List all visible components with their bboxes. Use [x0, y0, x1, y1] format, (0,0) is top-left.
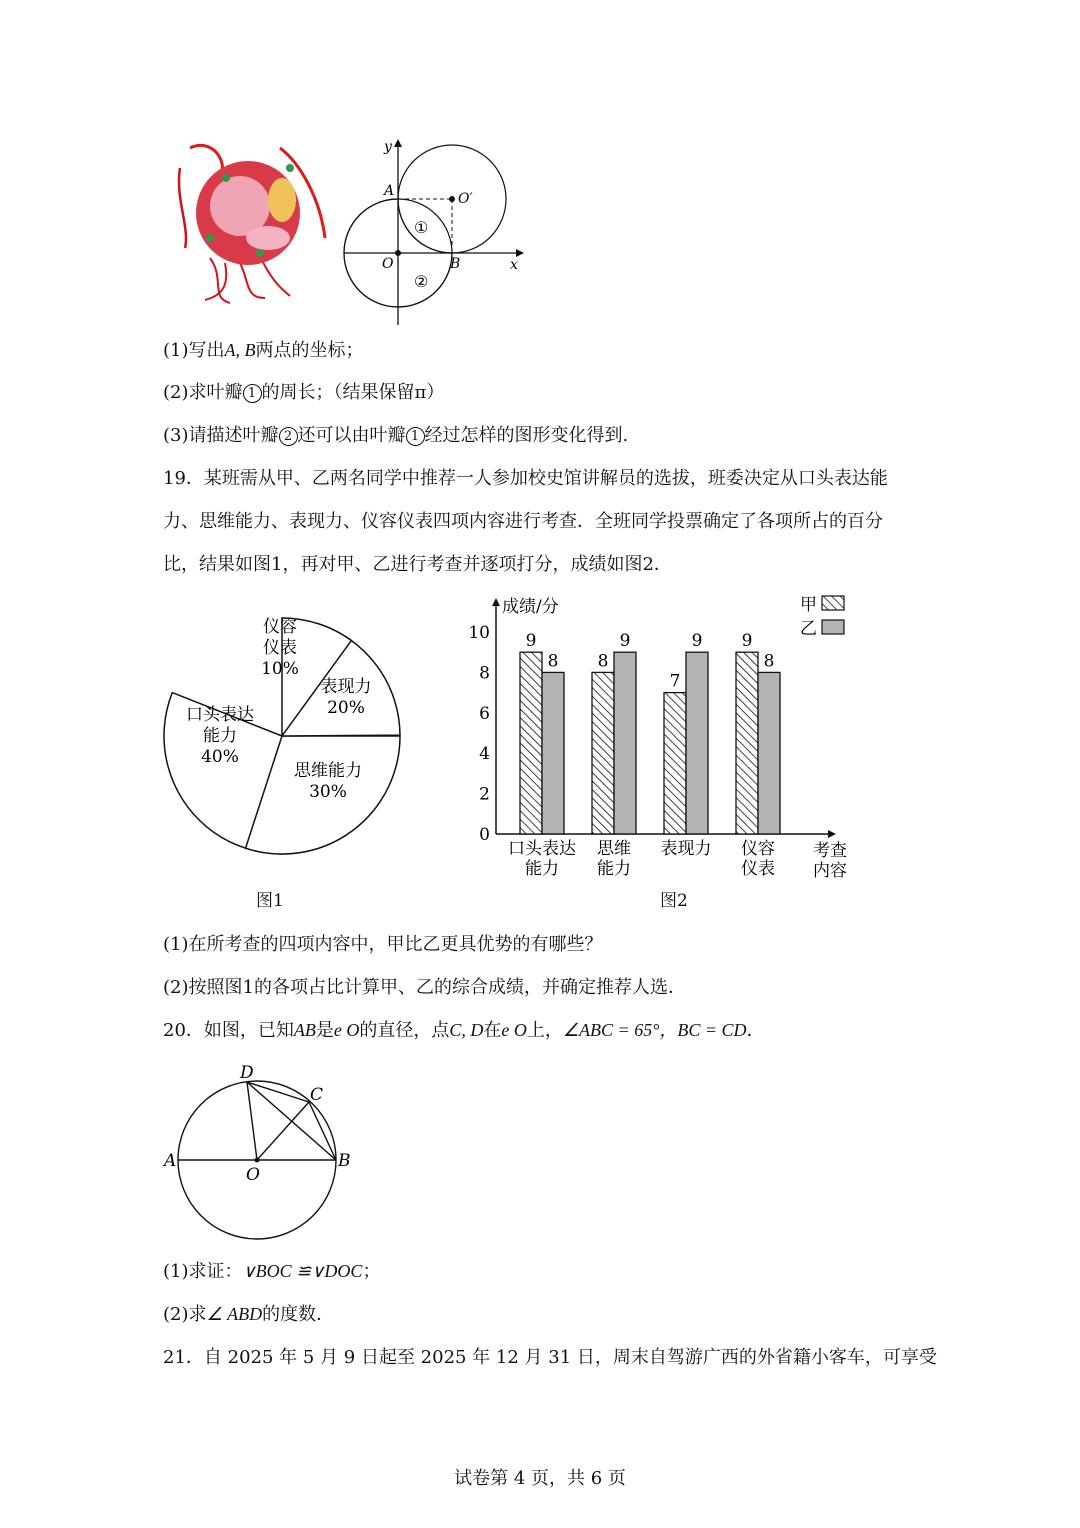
point-b-label: B	[450, 256, 461, 272]
q19-stem-line3: 比，结果如图1，再对甲、乙进行考查并逐项打分，成绩如图2．	[163, 554, 672, 575]
pie-slice-percent: 30%	[309, 782, 347, 802]
x-category-label: 表现力	[660, 839, 712, 859]
bar-value-label: 9	[741, 631, 753, 652]
pie-slice-label: 思维能力	[294, 761, 362, 781]
point-a-label: A	[164, 1151, 177, 1171]
pie-slice-label: 表现力	[320, 677, 372, 697]
x-category-label: 思维	[597, 839, 631, 859]
q21-stem-line1: 21．自 2025 年 5 月 9 日起至 2025 年 12 月 31 日，周末自驾游广西的外省籍小客车，可享受	[163, 1347, 937, 1368]
legend-label: 乙	[800, 619, 817, 639]
x-category-label: 能力	[597, 859, 631, 879]
coordinate-leaf-figure	[338, 135, 528, 327]
bar-value-label: 8	[763, 651, 775, 672]
leaf-2-label: ②	[414, 272, 429, 291]
x-axis-label: x	[510, 257, 518, 273]
y-tick-label: 8	[479, 663, 490, 684]
pie-slice-label: 能力	[203, 726, 237, 746]
leaf-1-label: ①	[414, 218, 429, 237]
y-tick-label: 0	[479, 825, 490, 845]
bar-value-label: 8	[547, 651, 559, 672]
q18-sub1: (1)写出A, B两点的坐标；	[163, 340, 364, 361]
q20-sub1: (1)求证：∨BOC ≌∨DOC；	[163, 1261, 381, 1282]
q19-stem-line1: 19．某班需从甲、乙两名同学中推荐一人参加校史馆讲解员的选拔，班委决定从口头表达能	[163, 468, 888, 489]
y-axis-label: y	[384, 139, 392, 155]
y-tick-label: 10	[468, 623, 490, 643]
point-a-label: A	[384, 183, 395, 199]
bar-value-label: 9	[691, 631, 703, 652]
pie-chart	[158, 616, 408, 862]
page-footer: 试卷第 4 页，共 6 页	[454, 1468, 626, 1489]
bar-value-label: 9	[525, 631, 537, 652]
x-axis-arrow	[828, 830, 836, 838]
y-tick-label: 2	[479, 784, 490, 805]
point-d-label: D	[240, 1063, 254, 1083]
x-axis-title: 考查	[813, 841, 847, 861]
q20-stem: 20．如图，已知AB是e O的直径，点C, D在e O上，∠ABC = 65°，BC = CD．	[163, 1020, 765, 1041]
y-tick-label: 4	[479, 744, 490, 765]
bar-value-label: 7	[669, 671, 681, 692]
fig1-caption: 图1	[256, 891, 284, 911]
y-tick-label: 6	[479, 703, 490, 724]
x-category-label: 仪容	[741, 839, 775, 859]
bar	[758, 672, 780, 834]
y-axis-title: 成绩/分	[502, 597, 559, 617]
legend-swatch	[822, 596, 844, 610]
y-axis-arrow	[492, 598, 500, 606]
q18-sub3: (3)请描述叶瓣 2 还可以由叶瓣 1 经过怎样的图形变化得到.	[163, 425, 629, 446]
bar-chart	[462, 592, 862, 884]
origin-label: O	[382, 256, 394, 272]
bar	[686, 652, 708, 834]
bar	[664, 693, 686, 834]
pie-slice-percent: 20%	[327, 698, 365, 718]
q19-sub1: (1)在所考查的四项内容中，甲比乙更具优势的有哪些？	[163, 934, 603, 955]
bar	[542, 672, 564, 834]
bar	[592, 672, 614, 834]
pie-slice-percent: 40%	[201, 747, 239, 767]
x-category-label: 口头表达	[508, 839, 576, 859]
bar	[736, 652, 758, 834]
legend-label: 甲	[800, 595, 817, 615]
point-o-prime-label: O′	[458, 191, 473, 207]
pie-slice-label: 仪容	[263, 617, 297, 637]
q18-sub2: (2)求叶瓣 1 的周长；（结果保留π）	[163, 382, 445, 403]
point-b-label: B	[338, 1151, 351, 1171]
x-category-label: 仪表	[741, 859, 775, 879]
q19-sub2: (2)按照图1的各项占比计算甲、乙的综合成绩，并确定推荐人选．	[163, 977, 686, 998]
circle-abcd-figure	[160, 1060, 360, 1242]
q20-sub2: (2)求∠ ABD的度数．	[163, 1304, 335, 1325]
bar	[520, 652, 542, 834]
x-category-label: 能力	[525, 859, 559, 879]
q19-stem-line2: 力、思维能力、表现力、仪容仪表四项内容进行考查．全班同学投票确定了各项所占的百分	[163, 511, 883, 532]
bar	[614, 652, 636, 834]
pie-slice-label: 口头表达	[186, 705, 254, 725]
pie-slice-label: 仪表	[263, 638, 297, 658]
pie-slice-percent: 10%	[261, 659, 299, 679]
point-c-label: C	[310, 1085, 324, 1105]
bar-value-label: 9	[619, 631, 631, 652]
x-axis-title: 内容	[813, 861, 847, 881]
fig2-caption: 图2	[660, 891, 688, 911]
embroidered-ball-photo	[170, 138, 330, 306]
legend-swatch	[822, 620, 844, 634]
bar-value-label: 8	[597, 651, 609, 672]
center-o-label: O	[246, 1165, 260, 1185]
